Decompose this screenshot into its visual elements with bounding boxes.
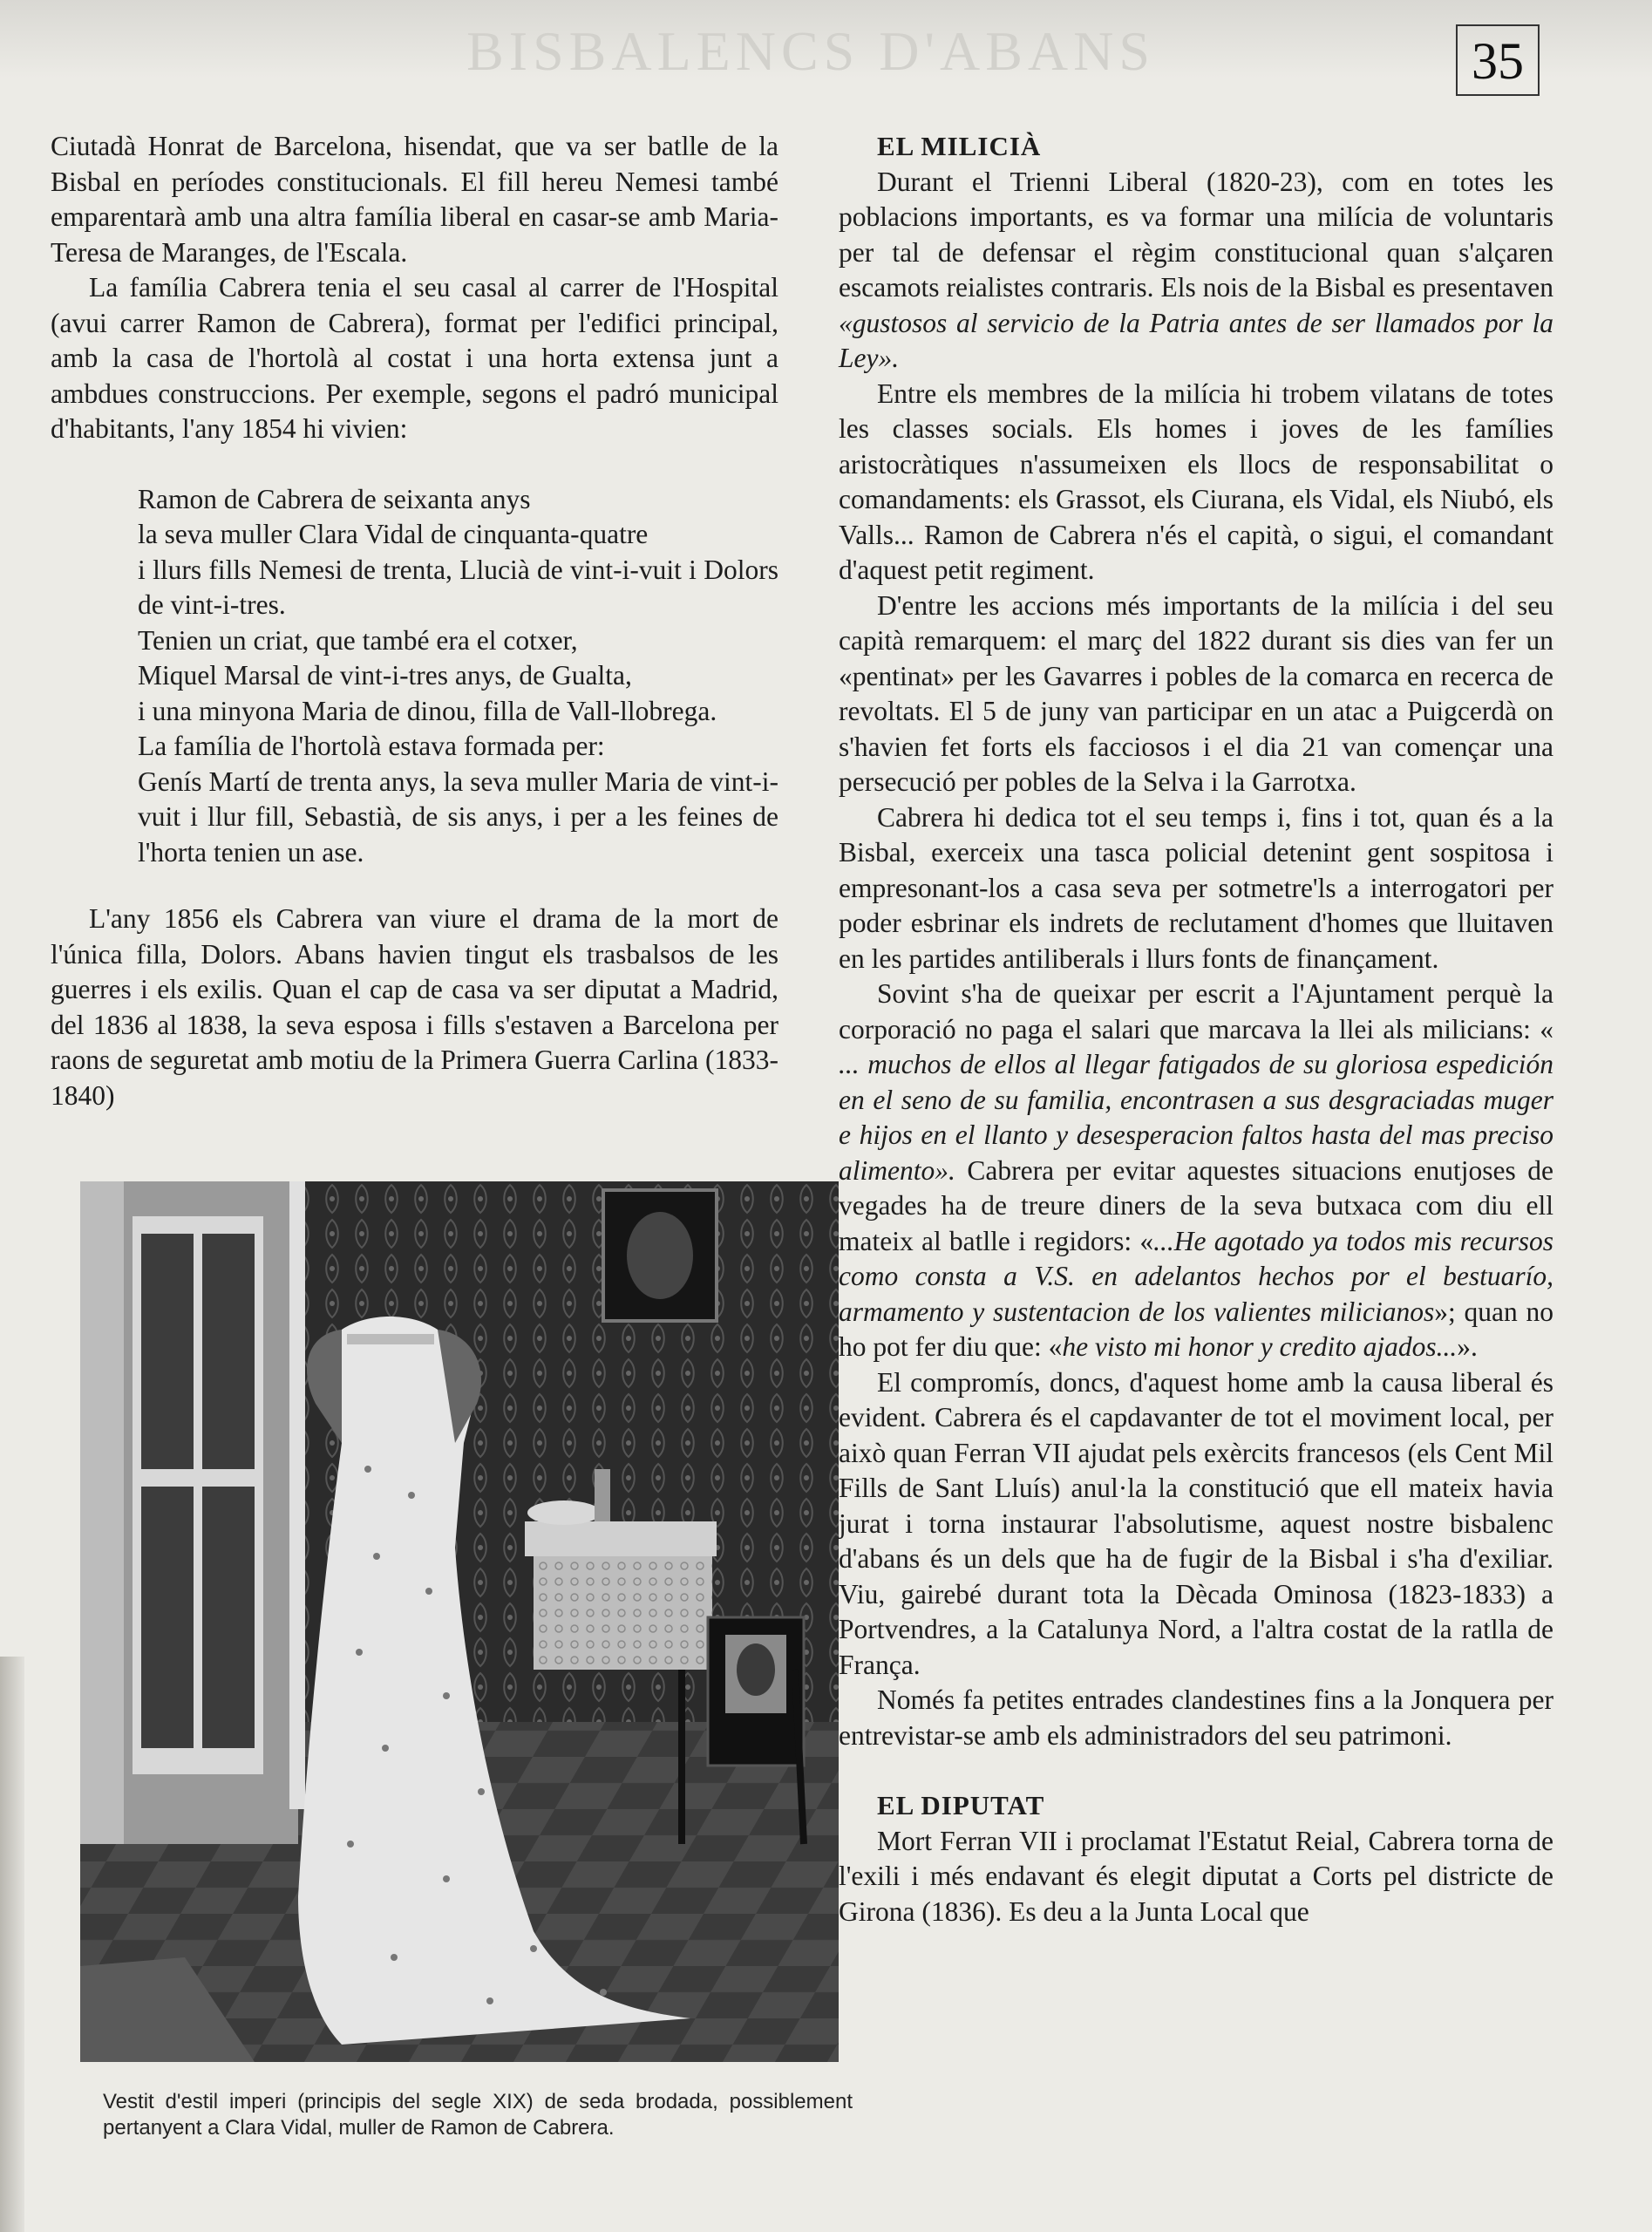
paragraph: L'any 1856 els Cabrera van viure el drama de la mort de l'única filla, Dolors. Abans havien tingut els trasbalsos de les guerres i els exilis. Quan el cap de casa va ser diputat a Madrid, del 1836 al 1838, la seva esposa i fills s'estaven a Barcelona per raons de seguretat amb motiu de la Primera Guerra Carlina (1833-1840): [51, 903, 778, 1111]
paragraph: Cabrera hi dedica tot el seu temps i, fins i tot, quan és a la Bisbal, exerceix una tasca policial detenint gent sospitosa i empresonant-los a casa seva per sotmetre'ls a interrogatori per poder esbrinar els indrets de reclutament d'homes que lluitaven en les partides antiliberals i llurs fonts de finançament.: [839, 801, 1553, 974]
paragraph: [839, 165, 1553, 377]
quote-text: ... muchos de ellos al llegar fatigados de su gloriosa espedición en el seno de su familia, encontrasen a sus desgraciadas muger e hijos en el llanto y desesperacion faltos hasta del mas preciso alimento».: [839, 1049, 1553, 1186]
census-list: [138, 482, 778, 871]
census-line: i llurs fills Nemesi de trenta, Llucià de vint-i-vuit i Dolors de vint-i-tres.: [138, 554, 778, 620]
paragraph: Ciutadà Honrat de Barcelona, hisendat, que va ser batlle de la Bisbal en períodes constitucionals. El fill hereu Nemesi també emparentarà amb una altra família liberal en casar-se amb Maria-Teresa de Maranges, de l'Escala.: [51, 131, 778, 268]
quote-text: «gustosos al servicio de la Patria antes de ser llamados por la Ley».: [839, 307, 1553, 373]
page-binding-edge: [0, 1657, 24, 2232]
paragraph: [839, 976, 1553, 1365]
paragraph: El compromís, doncs, d'aquest home amb la causa liberal és evident. Cabrera és el capdavanter de tot el moviment local, per això quan Ferran VII ajudat pels exèrcits francesos (els Cent Mil Fills de Sant Lluís) anul·la la constitució que ell mateix havia jurat i torna instaurar l'absolutisme, aquest nostre bisbalenc d'abans és un dels que ha de fugir de la Bisbal i s'ha d'exiliar. Viu, gairebé durant tota la Dècada Ominosa (1823-1833) a Portvendres, a la Catalunya Nord, a l'altra costat de la ratlla de França.: [839, 1366, 1553, 1680]
paragraph-text: »; quan no ho pot fer diu que: «: [839, 1296, 1553, 1362]
census-line: Genís Martí de trenta anys, la seva muller Maria de vint-i-vuit i llur fill, Sebastià, de sis anys, i per a les feines de l'horta tenien un ase.: [138, 766, 778, 868]
right-column: [839, 129, 1553, 1929]
running-head: BISBALENCS D'ABANS: [466, 20, 1155, 82]
section-heading-milicia: EL MILICIÀ: [877, 131, 1042, 161]
census-line: i una minyona Maria de dinou, filla de Vall-llobrega.: [138, 695, 717, 726]
census-line: La família de l'hortolà estava formada per:: [138, 731, 605, 761]
census-line: la seva muller Clara Vidal de cinquanta-quatre: [138, 519, 649, 549]
quote-text: ...He agotado ya todos mis recursos como consta a V.S. en adelantos hechos por el bestuarío, armamento y sustentacion de los valientes milicianos: [839, 1225, 1553, 1327]
paragraph: La família Cabrera tenia el seu casal al carrer de l'Hospital (avui carrer Ramon de Cabrera), format per l'edifici principal, amb la casa de l'hortolà al costat i una horta extensa junt a ambdues construccions. Per exemple, segons el padró municipal d'habitants, l'any 1854 hi vivien:: [51, 272, 778, 444]
page-number: 35: [1456, 24, 1540, 96]
census-line: Miquel Marsal de vint-i-tres anys, de Gualta,: [138, 660, 632, 691]
paragraph-text: ».: [1457, 1331, 1478, 1362]
census-line: Tenien un criat, que també era el cotxer,: [138, 624, 578, 656]
photo-caption: Vestit d'estil imperi (principis del segle XIX) de seda brodada, possiblement pertanyent a Clara Vidal, muller de Ramon de Cabrera.: [103, 2090, 853, 2140]
paragraph-text: Sovint s'ha de queixar per escrit a l'Ajuntament perquè la corporació no paga el salari que marcava la llei als milicians: «: [839, 978, 1553, 1045]
paragraph-text: Cabrera per evitar aquestes situacions enutjoses de vegades ha de treure diners de la seva butxaca com diu ell mateix al batlle i regidors: «: [839, 1154, 1553, 1256]
section-heading-diputat: EL DIPUTAT: [877, 1790, 1045, 1820]
paragraph: Mort Ferran VII i proclamat l'Estatut Reial, Cabrera torna de l'exili i més endavant és elegit diputat a Corts pel districte de Girona (1836). Es deu a la Junta Local que: [839, 1825, 1553, 1927]
quote-text: he visto mi honor y credito ajados...: [1062, 1331, 1458, 1362]
dress-photograph-drawing: [80, 1181, 839, 2062]
census-line: Ramon de Cabrera de seixanta anys: [138, 483, 531, 514]
left-column: [51, 129, 778, 1113]
paragraph: Entre els membres de la milícia hi trobem vilatans de totes les classes socials. Els homes i joves de les famílies aristocràtiques n'assumeixen els llocs de responsabilitat o comandaments: els Grassot, els Ciurana, els Vidal, els Niubó, els Valls... Ramon de Cabrera n'és el capità, o sigui, el comandant d'aquest petit regiment.: [839, 378, 1553, 585]
paragraph: Només fa petites entrades clandestines fins a la Jonquera per entrevistar-se amb els administradors del seu patrimoni.: [839, 1684, 1553, 1751]
paragraph-text: Durant el Trienni Liberal (1820-23), com en totes les poblacions importants, es va formar una milícia de voluntaris per tal de defensar el règim constitucional quan s'alçaren escamots reialistes contraris. Els nois de la Bisbal es presentaven: [839, 166, 1553, 303]
section-gap: [839, 1753, 1553, 1788]
dress-photograph: [80, 1181, 839, 2062]
paragraph: D'entre les accions més importants de la milícia i del seu capità remarquem: el març del 1822 durant sis dies van fer un «pentinat» per les Gavarres i pobles de la comarca en recerca de revoltats. El 5 de juny van participar en un atac a Puigcerdà on s'havien fet forts els facciosos i el dia 21 van començar una persecució per pobles de la Selva i la Garrotxa.: [839, 589, 1553, 797]
